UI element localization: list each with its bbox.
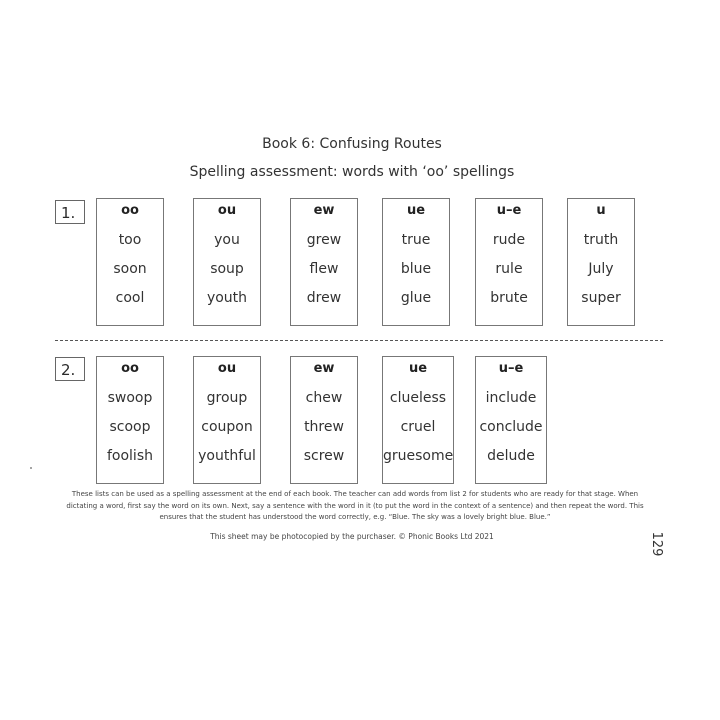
card-word: true — [401, 232, 431, 248]
list-1-card-ou — [193, 198, 261, 326]
card-word: drew — [306, 290, 342, 306]
card-word: gruesome — [383, 448, 454, 464]
list-2-card-ue — [382, 356, 454, 484]
card-word: cool — [115, 290, 145, 306]
card-word: youthful — [198, 448, 256, 464]
card-word: brute — [490, 290, 528, 306]
sheet-subtitle: Spelling assessment: words with ‘oo’ spellings — [189, 164, 515, 180]
list-1-number: 1. — [55, 200, 85, 224]
dashed-divider — [55, 340, 663, 341]
list-1-card-ue — [382, 198, 450, 326]
card-word: include — [485, 390, 537, 406]
card-word: truth — [583, 232, 619, 248]
list-2-card-ew — [290, 356, 358, 484]
card-word: grew — [306, 232, 342, 248]
card-word: chew — [305, 390, 343, 406]
card-heading: u–e — [496, 203, 522, 218]
card-word: you — [214, 232, 240, 248]
card-word: threw — [304, 419, 344, 435]
card-word: coupon — [201, 419, 253, 435]
card-word: scoop — [109, 419, 151, 435]
card-word: clueless — [389, 390, 447, 406]
card-heading: ew — [313, 203, 335, 218]
list-1-card-ew — [290, 198, 358, 326]
card-word: July — [588, 261, 614, 277]
list-2-card-oo — [96, 356, 164, 484]
card-word: too — [118, 232, 142, 248]
list-2-card-ou — [193, 356, 261, 484]
list-1-card-u — [567, 198, 635, 326]
list-2-number: 2. — [55, 357, 85, 381]
card-heading: ue — [406, 203, 426, 218]
card-word: rude — [492, 232, 526, 248]
book-title: Book 6: Confusing Routes — [262, 136, 442, 152]
card-heading: u–e — [498, 361, 524, 376]
card-word: soup — [210, 261, 244, 277]
card-word: rule — [495, 261, 523, 277]
teacher-note: These lists can be used as a spelling assessment at the end of each book. The teacher can add words from list 2 for students who are ready for that stage. When dictating a word, first say the word on its own. Next, say a sentence with the word in it (to put the word in the context of a sentence) and then repeat the word. This ensures that the student has understood the word correctly, e.g. “Blue. The sky was a lovely bright blue. Blue.” — [66, 490, 644, 521]
list-1-card-oo — [96, 198, 164, 326]
card-word: swoop — [107, 390, 153, 406]
card-word: delude — [487, 448, 535, 464]
copyright-footer: This sheet may be photocopied by the purchaser. © Phonic Books Ltd 2021 — [210, 532, 494, 541]
list-1-card-u-e — [475, 198, 543, 326]
card-heading: oo — [121, 361, 139, 376]
card-word: foolish — [106, 448, 153, 464]
card-word: glue — [400, 290, 432, 306]
card-heading: u — [596, 203, 606, 218]
card-word: conclude — [479, 419, 543, 435]
page-number: 129 — [649, 531, 664, 557]
card-word: youth — [206, 290, 248, 306]
list-2-card-u-e — [475, 356, 547, 484]
page-speck — [30, 467, 32, 469]
card-heading: ou — [217, 203, 237, 218]
card-heading: ue — [408, 361, 428, 376]
card-word: blue — [400, 261, 432, 277]
card-word: soon — [113, 261, 147, 277]
card-word: screw — [303, 448, 345, 464]
card-heading: ew — [313, 361, 335, 376]
card-word: cruel — [400, 419, 436, 435]
card-heading: oo — [121, 203, 139, 218]
card-heading: ou — [217, 361, 237, 376]
card-word: super — [581, 290, 621, 306]
card-word: flew — [309, 261, 339, 277]
card-word: group — [206, 390, 248, 406]
